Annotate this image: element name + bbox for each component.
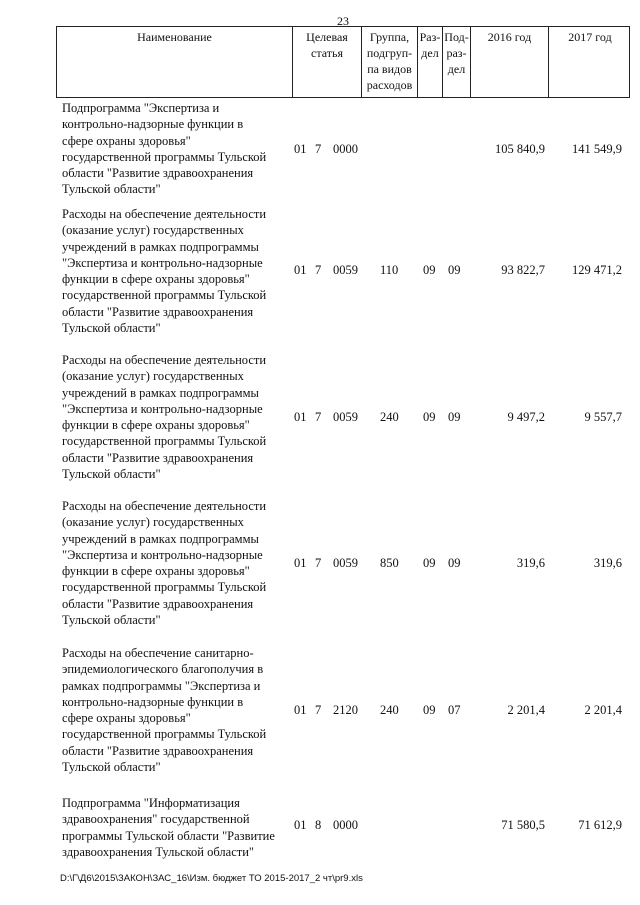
amount-2016: 319,6 xyxy=(516,556,545,570)
row-name-line: государственной программы Тульской xyxy=(62,727,267,742)
row-name-line: Подпрограмма "Информатизация xyxy=(62,796,240,810)
header-line: 2016 год xyxy=(487,30,532,44)
row-name-line: "Экспертиза и контрольно-надзорные xyxy=(62,401,263,416)
header-line: дел xyxy=(421,46,439,60)
page-number: 23 xyxy=(337,14,349,28)
expense-group-value: 240 xyxy=(380,410,399,424)
header-line: па видов xyxy=(367,62,412,76)
row-name xyxy=(62,795,290,860)
target-article-code-3: 0059 xyxy=(333,410,358,424)
row-name-line: контрольно-надзорные функции в xyxy=(62,117,244,132)
target-article-code-2: 7 xyxy=(315,142,322,156)
row-name-line: области "Развитие здравоохранения xyxy=(62,596,254,611)
amount-2016: 2 201,4 xyxy=(507,703,545,717)
target-article-code-1: 01 xyxy=(294,556,307,570)
target-article-code-1: 01 xyxy=(294,410,307,424)
target-article-code-2: 8 xyxy=(315,818,322,832)
row-name-line: Расходы на обеспечение санитарно- xyxy=(62,646,254,660)
target-article-code-2: 7 xyxy=(315,410,322,424)
row-name-line: области "Развитие здравоохранения xyxy=(62,166,254,181)
row-name-line: Расходы на обеспечение деятельности xyxy=(62,499,267,513)
header-2017 xyxy=(549,27,631,97)
row-name-line: здравоохранения" государственной xyxy=(62,812,250,827)
header-section xyxy=(418,27,443,97)
amount-2017: 2 201,4 xyxy=(584,703,622,717)
row-name-line: Расходы на обеспечение деятельности xyxy=(62,353,267,367)
subsection-value: 07 xyxy=(448,703,461,717)
target-article-code-1: 01 xyxy=(294,818,307,832)
expense-group-value: 110 xyxy=(380,263,399,277)
subsection-value: 09 xyxy=(448,263,461,277)
target-article-code-1: 01 xyxy=(294,142,307,156)
amount-2016: 9 497,2 xyxy=(507,410,545,424)
table-header xyxy=(56,26,630,98)
row-name-line: учреждений в рамках подпрограммы xyxy=(62,385,259,400)
row-name-line: рамках подпрограммы "Экспертиза и xyxy=(62,678,261,693)
row-name-line: государственной программы Тульской xyxy=(62,288,267,303)
target-article-code-2: 7 xyxy=(315,703,322,717)
header-2016 xyxy=(471,27,549,97)
header-line: дел xyxy=(447,62,466,76)
row-name-line: государственной программы Тульской xyxy=(62,434,267,449)
row-name-line: учреждений в рамках подпрограммы xyxy=(62,531,259,546)
row-name xyxy=(62,352,290,482)
section-value: 09 xyxy=(423,703,436,717)
header-line: статья xyxy=(311,46,343,60)
section-value: 09 xyxy=(423,263,436,277)
header-target-article xyxy=(293,27,362,97)
row-name xyxy=(62,100,290,198)
row-name-line: (оказание услуг) государственных xyxy=(62,369,244,384)
subsection-value: 09 xyxy=(448,410,461,424)
amount-2017: 319,6 xyxy=(593,556,622,570)
row-name-line: Тульской области" xyxy=(62,467,161,482)
row-name-line: функции в сфере охраны здоровья" xyxy=(62,418,250,433)
header-expense-group xyxy=(362,27,418,97)
target-article-code-2: 7 xyxy=(315,263,322,277)
row-name-line: эпидемиологического благополучия в xyxy=(62,662,264,677)
header-name xyxy=(57,27,293,97)
target-article-code-1: 01 xyxy=(294,703,307,717)
expense-group-value: 240 xyxy=(380,703,399,717)
row-name-line: области "Развитие здравоохранения xyxy=(62,743,254,758)
target-article-code-3: 0000 xyxy=(333,142,358,156)
amount-2017: 129 471,2 xyxy=(572,263,622,277)
header-line: Раз- xyxy=(419,30,441,44)
row-name-line: сфере охраны здоровья" xyxy=(62,133,191,148)
section-value: 09 xyxy=(423,556,436,570)
row-name-line: учреждений в рамках подпрограммы xyxy=(62,239,259,254)
amount-2017: 9 557,7 xyxy=(584,410,622,424)
header-line: подгруп- xyxy=(366,46,413,60)
row-name-line: контрольно-надзорные функции в xyxy=(62,694,244,709)
row-name-line: Подпрограмма "Экспертиза и xyxy=(62,101,220,115)
row-name-line: функции в сфере охраны здоровья" xyxy=(62,272,250,287)
row-name-line: области "Развитие здравоохранения xyxy=(62,450,254,465)
target-article-code-3: 0059 xyxy=(333,556,358,570)
header-line: Под- xyxy=(444,30,469,44)
row-name-line: (оказание услуг) государственных xyxy=(62,223,244,238)
section-value: 09 xyxy=(423,410,436,424)
amount-2016: 93 822,7 xyxy=(501,263,545,277)
header-subsection xyxy=(443,27,471,97)
header-line: раз- xyxy=(446,46,467,60)
row-name-line: государственной программы Тульской xyxy=(62,149,267,164)
row-name xyxy=(62,206,290,336)
target-article-code-1: 01 xyxy=(294,263,307,277)
row-name-line: Тульской области" xyxy=(62,613,161,628)
row-name xyxy=(62,645,290,775)
expense-group-value: 850 xyxy=(380,556,399,570)
amount-2016: 105 840,9 xyxy=(495,142,545,156)
header-line: Группа, xyxy=(369,30,410,44)
amount-2017: 141 549,9 xyxy=(572,142,622,156)
row-name-line: функции в сфере охраны здоровья" xyxy=(62,564,250,579)
row-name xyxy=(62,498,290,628)
amount-2016: 71 580,5 xyxy=(501,818,545,832)
subsection-value: 09 xyxy=(448,556,461,570)
row-name-line: сфере охраны здоровья" xyxy=(62,711,191,726)
target-article-code-3: 0000 xyxy=(333,818,358,832)
row-name-line: государственной программы Тульской xyxy=(62,580,267,595)
file-path-footer: D:\Г\Д6\2015\ЗАКОН\ЗАС_16\Изм. бюджет ТО 2015-2017_2 чт\pr9.xls xyxy=(60,873,363,884)
header-line: Целевая xyxy=(306,30,348,44)
row-name-line: Тульской области" xyxy=(62,321,161,336)
row-name-line: (оказание услуг) государственных xyxy=(62,515,244,530)
header-line: 2017 год xyxy=(568,30,612,44)
row-name-line: программы Тульской области "Развитие xyxy=(62,828,275,843)
target-article-code-2: 7 xyxy=(315,556,322,570)
row-name-line: "Экспертиза и контрольно-надзорные xyxy=(62,255,263,270)
amount-2017: 71 612,9 xyxy=(578,818,622,832)
row-name-line: Расходы на обеспечение деятельности xyxy=(62,207,267,221)
row-name-line: Тульской области" xyxy=(62,760,161,775)
header-line: Наименование xyxy=(137,30,212,44)
header-line: расходов xyxy=(366,78,413,92)
row-name-line: Тульской области" xyxy=(62,182,161,197)
target-article-code-3: 2120 xyxy=(333,703,358,717)
target-article-code-3: 0059 xyxy=(333,263,358,277)
row-name-line: области "Развитие здравоохранения xyxy=(62,304,254,319)
row-name-line: здравоохранения Тульской области" xyxy=(62,844,255,859)
row-name-line: "Экспертиза и контрольно-надзорные xyxy=(62,547,263,562)
